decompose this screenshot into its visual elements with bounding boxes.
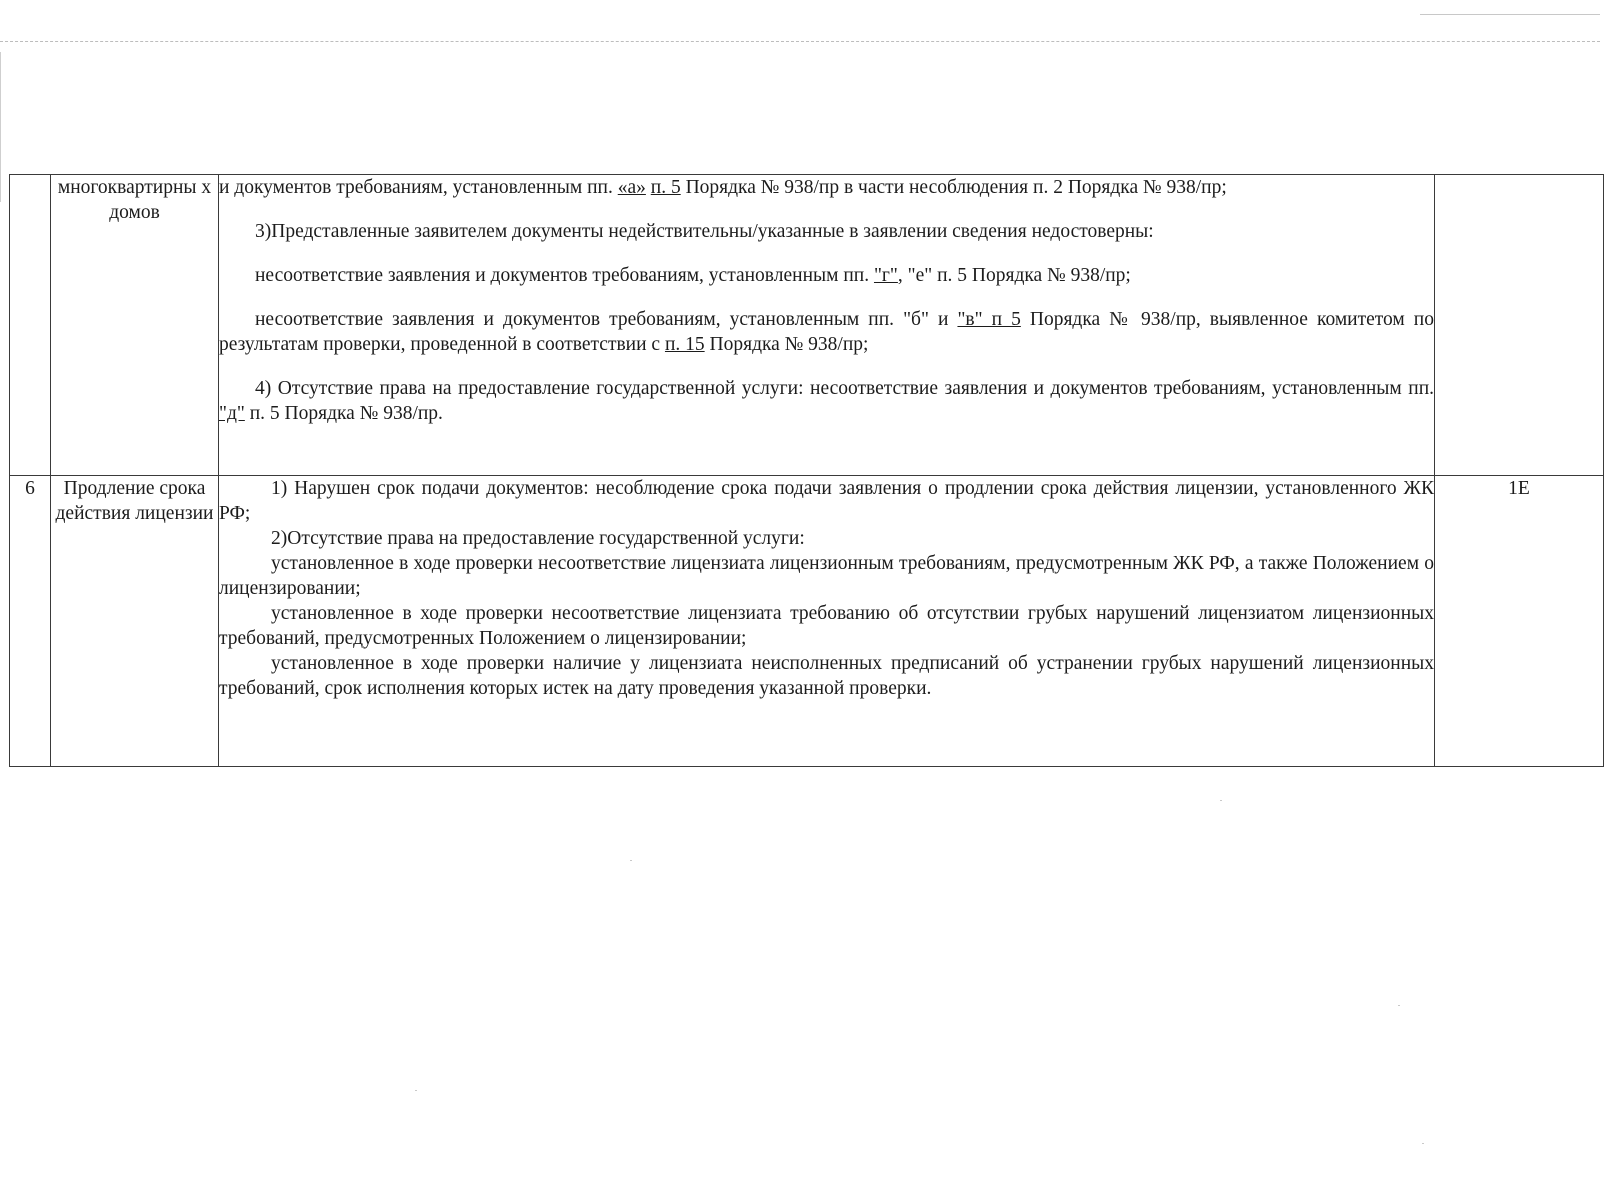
row-number bbox=[10, 175, 51, 476]
paragraph: несоответствие заявления и документов требованиям, установленным пп. "б" и "в" п 5 Порядка № 938/пр, выявленное комитетом по результатам проверки, проведенной в соответствии с п. 15 Порядка № 938/пр; bbox=[219, 309, 1434, 355]
document-table bbox=[9, 174, 1604, 767]
document-link[interactable]: "д" bbox=[219, 403, 245, 424]
paragraph: 2)Отсутствие права на предоставление государственной услуги: bbox=[271, 528, 805, 549]
paragraph: 1) Нарушен срок подачи документов: несоблюдение срока подачи заявления о продлении срока действия лицензии, установленного ЖК РФ; bbox=[219, 478, 1434, 524]
document-link[interactable]: "г" bbox=[873, 265, 898, 286]
scan-speck bbox=[415, 1090, 417, 1091]
document-link[interactable]: "в" п 5 bbox=[957, 309, 1021, 330]
refusal-grounds bbox=[219, 476, 1435, 767]
scan-speck bbox=[1398, 1005, 1400, 1006]
document-link[interactable]: п. 5 bbox=[650, 177, 681, 198]
paragraph: установленное в ходе проверки наличие у лицензиата неисполненных предписаний об устранении грубых нарушений лицензионных требований, срок исполнения которых истек на дату проведения указанной проверки. bbox=[219, 653, 1434, 699]
document-link[interactable]: «а» bbox=[617, 177, 646, 198]
service-name: многоквартирны х домов bbox=[51, 175, 219, 476]
paragraph: установленное в ходе проверки несоответствие лицензиата лицензионным требованиям, предусмотренным ЖК РФ, а также Положением о лицензировании; bbox=[219, 553, 1434, 599]
table-row bbox=[10, 476, 1604, 767]
result-code: 1Е bbox=[1435, 476, 1604, 767]
table-row bbox=[10, 175, 1604, 476]
scan-edge-line bbox=[0, 52, 1, 202]
result-code bbox=[1435, 175, 1604, 476]
paragraph: 3)Представленные заявителем документы недействительны/указанные в заявлении сведения недостоверны: bbox=[255, 221, 1154, 242]
paragraph: установленное в ходе проверки несоответствие лицензиата требованию об отсутствии грубых нарушений лицензиатом лицензионных требований, предусмотренных Положением о лицензировании; bbox=[219, 603, 1434, 649]
paragraph: несоответствие заявления и документов требованиям, установленным пп. "г", "е" п. 5 Порядка № 938/пр; bbox=[255, 265, 1131, 286]
paragraph: 4) Отсутствие права на предоставление государственной услуги: несоответствие заявления и документов требованиям, установленным пп. "д" п. 5 Порядка № 938/пр. bbox=[219, 378, 1434, 424]
refusal-grounds bbox=[219, 175, 1435, 476]
paragraph: и документов требованиям, установленным пп. «а» п. 5 Порядка № 938/пр в части несоблюдения п. 2 Порядка № 938/пр; bbox=[219, 177, 1227, 198]
scan-edge-line bbox=[1420, 14, 1600, 15]
service-name: Продление срока действия лицензии bbox=[51, 476, 219, 767]
scan-speck bbox=[1422, 1143, 1424, 1144]
scan-speck bbox=[1220, 800, 1222, 801]
document-link[interactable]: п. 15 bbox=[664, 334, 705, 355]
scan-speck bbox=[630, 860, 632, 861]
scan-edge-line bbox=[0, 41, 1600, 42]
row-number: 6 bbox=[10, 476, 51, 767]
